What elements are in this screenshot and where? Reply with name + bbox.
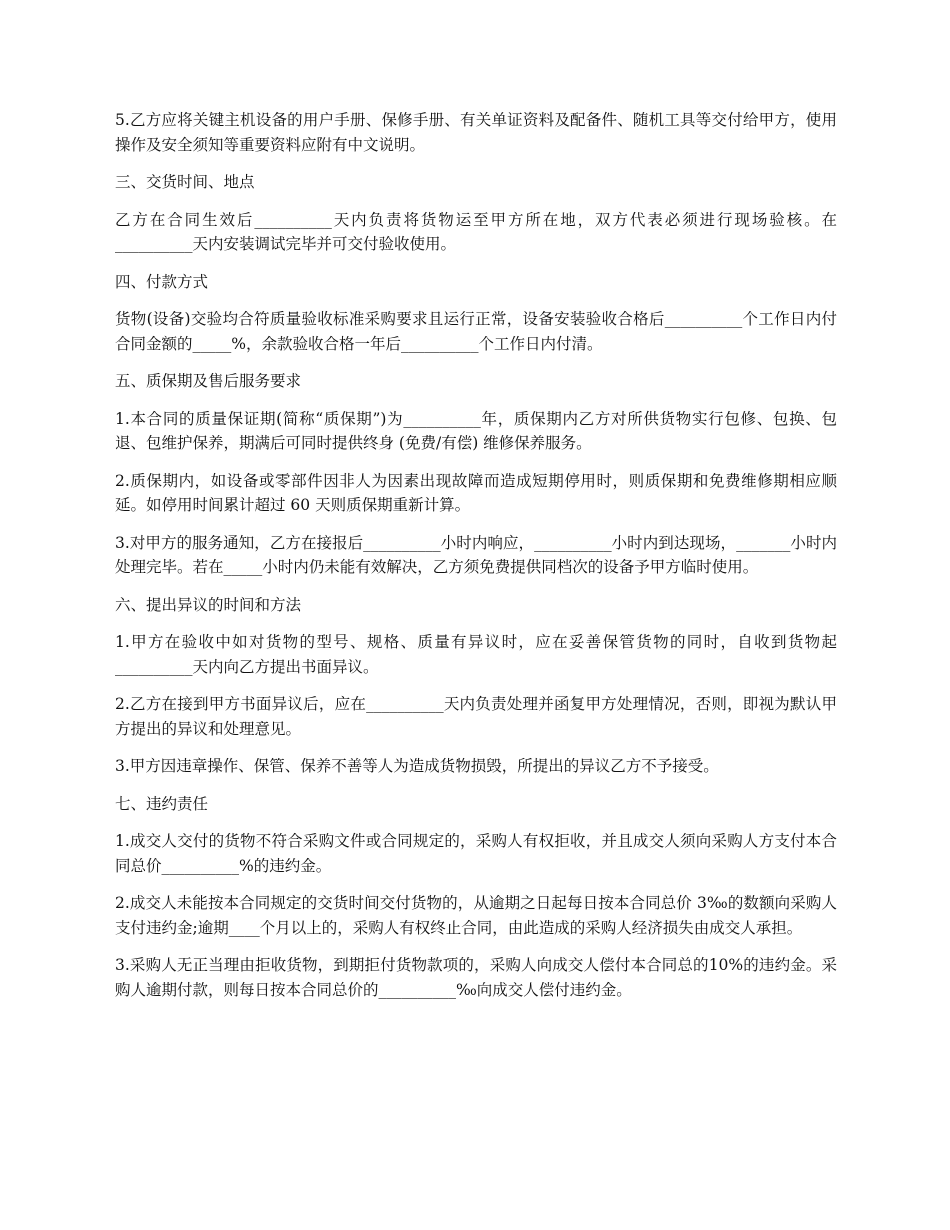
paragraph-payment: 货物(设备)交验均合符质量验收标准采购要求且运行正常，设备安装验收合格后__________个工作日内付合同金额的_____%，余款验收合格一年后__________个工作日内付清。 (115, 310, 837, 353)
document-page (115, 108, 837, 1015)
paragraph-warranty-2: 2.质保期内，如设备或零部件因非人为因素出现故障而造成短期停用时，则质保期和免费维修期相应顺延。如停用时间累计超过 60 天则质保期重新计算。 (115, 471, 837, 514)
section-heading-warranty: 五、质保期及售后服务要求 (115, 372, 302, 390)
paragraph-objection-2: 2.乙方在接到甲方书面异议后，应在__________天内负责处理并函复甲方处理情况，否则，即视为默认甲方提出的异议和处理意见。 (115, 695, 837, 738)
section-heading-payment: 四、付款方式 (115, 272, 209, 291)
paragraph-warranty-1: 1.本合同的质量保证期(简称“质保期”)为__________年，质保期内乙方对所供货物实行包修、包换、包退、包维护保养，期满后可同时提供终身 (免费/有偿) 维修保养服务。 (115, 409, 837, 452)
paragraph-manuals: 5.乙方应将关键主机设备的用户手册、保修手册、有关单证资料及配备件、随机工具等交付给甲方，使用操作及安全须知等重要资料应附有中文说明。 (115, 111, 837, 154)
paragraph-warranty-3: 3.对甲方的服务通知，乙方在接报后__________小时内响应，__________小时内到达现场，_______小时内处理完毕。若在_____小时内仍未能有效解决，乙方须免费提供同档次的设备予甲方临时使用。 (115, 533, 837, 576)
paragraph-liability-1: 1.成交人交付的货物不符合采购文件或合同规定的，采购人有权拒收，并且成交人须向采购人方支付本合同总价__________%的违约金。 (115, 832, 837, 875)
section-heading-delivery: 三、交货时间、地点 (115, 173, 255, 191)
paragraph-liability-2: 2.成交人未能按本合同规定的交货时间交付货物的，从逾期之日起每日按本合同总价 3‰的数额向采购人支付违约金;逾期____个月以上的，采购人有权终止合同，由此造成的采购人经济损失由成交人承担。 (115, 894, 837, 937)
paragraph-liability-3: 3.采购人无正当理由拒收货物，到期拒付货物款项的，采购人向成交人偿付本合同总的10%的违约金。采购人逾期付款，则每日按本合同总价的__________‰向成交人偿付违约金。 (115, 956, 837, 999)
section-heading-liability: 七、违约责任 (115, 794, 209, 813)
paragraph-objection-1: 1.甲方在验收中如对货物的型号、规格、质量有异议时，应在妥善保管货物的同时，自收到货物起__________天内向乙方提出书面异议。 (115, 633, 837, 676)
section-heading-objection: 六、提出异议的时间和方法 (115, 595, 302, 614)
paragraph-objection-3: 3.甲方因违章操作、保管、保养不善等人为造成货物损毁，所提出的异议乙方不予接受。 (115, 757, 719, 775)
paragraph-delivery: 乙方在合同生效后__________天内负责将货物运至甲方所在地，双方代表必须进行现场验核。在__________天内安装调试完毕并可交付验收使用。 (115, 210, 837, 253)
